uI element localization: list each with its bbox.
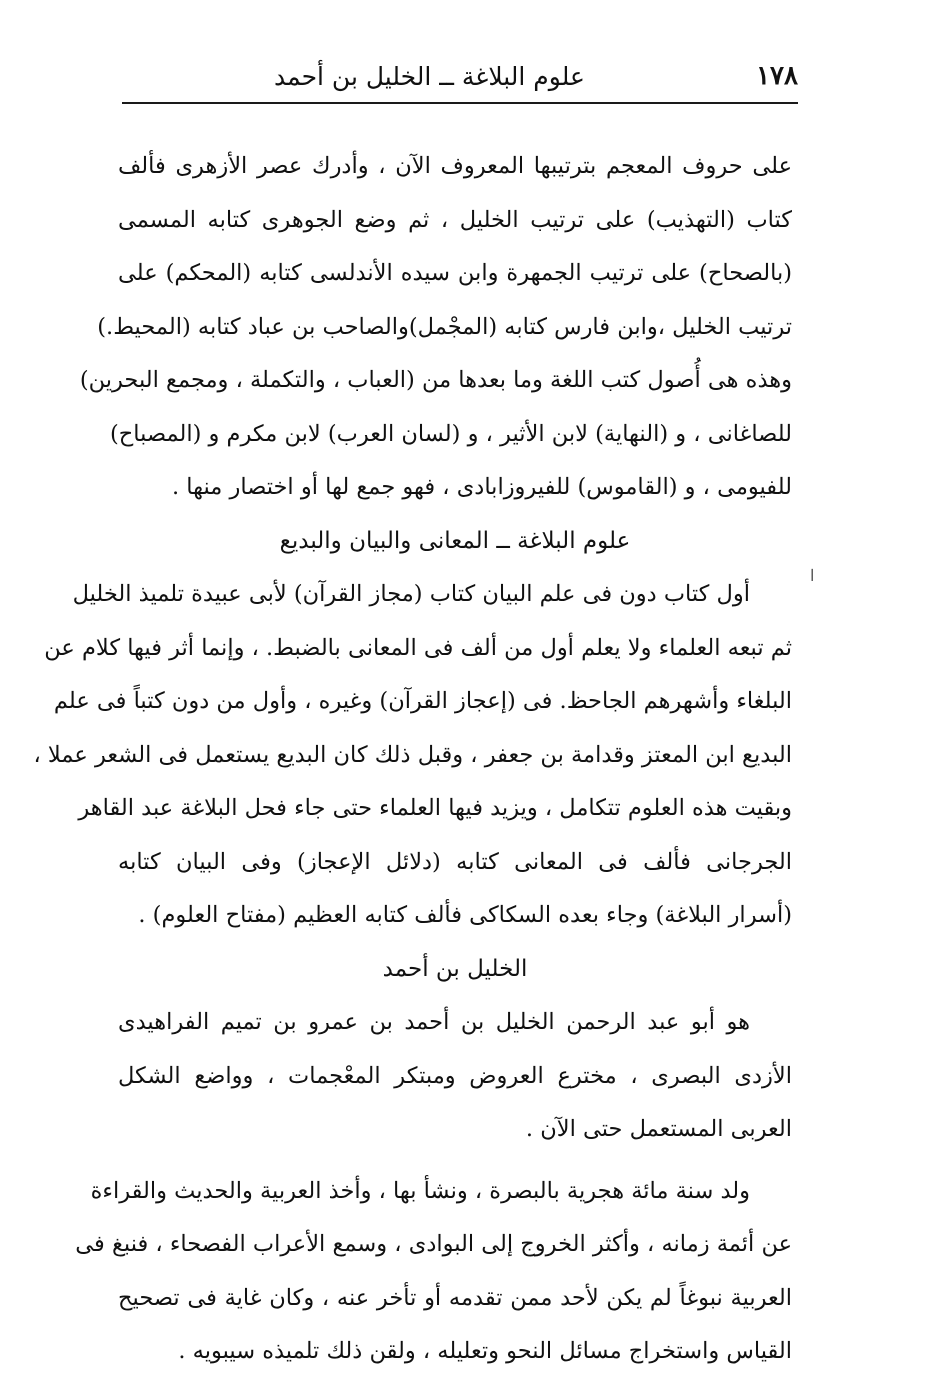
text-line: وبقيت هذه العلوم تتكامل ، ويزيد فيها العلماء حتى جاء فحل البلاغة عبد القاهر <box>78 795 792 821</box>
text-line: البديع ابن المعتز وقدامة بن جعفر ، وقبل ذلك كان البديع يستعمل فى الشعر عملا ، <box>33 741 792 768</box>
text-line: على حروف المعجم بترتيبها المعروف الآن ، وأدرك عصر الأزهرى فألف <box>118 153 792 179</box>
text-line: أول كتاب دون فى علم البيان كتاب (مجاز القرآن) لأبى عبيدة تلميذ الخليل <box>72 581 750 607</box>
paragraph-khalil-life <box>75 1165 792 1379</box>
page-header <box>122 56 798 96</box>
text-line: البلغاء وأشهرهم الجاحظ. فى (إعجاز القرآن) وغيره ، وأول من دون كتباً فى علم <box>53 688 792 714</box>
text-line: هو أبو عبد الرحمن الخليل بن أحمد بن عمرو بن تميم الفراهيدى <box>118 1009 750 1035</box>
text-line: ثم تبعه العلماء ولا يعلم أول من ألف فى المعانى بالضبط. ، وإنما أثر فيها كلام عن <box>44 634 792 661</box>
text-line: العربى المستعمل حتى الآن . <box>525 1116 792 1142</box>
text-line: وهذه هى أُصول كتب اللغة وما بعدها من (العباب ، والتكملة ، ومجمع البحرين) <box>79 367 792 393</box>
text-line: القياس واستخراج مسائل النحو وتعليله ، ولقن ذلك تلميذه سيبويه . <box>178 1338 792 1364</box>
margin-tick-mark: ا <box>810 566 815 585</box>
paragraph-gap <box>118 1157 792 1165</box>
text-line: كتاب (التهذيب) على ترتيب الخليل ، ثم وضع الجوهرى كتابه المسمى <box>118 206 792 233</box>
text-line: العربية نبوغاً لم يكن لأحد ممن تقدمه أو تأخر عنه ، وكان غاية فى تصحيح <box>118 1284 792 1311</box>
text-line: للصاغانى ، و (النهاية) لابن الأثير ، و (لسان العرب) لابن مكرم و (المصباح) <box>110 420 792 447</box>
paragraph-dictionaries <box>79 140 792 515</box>
text-line: الأزدى البصرى ، مخترع العروض ومبتكر المعْجمات ، وواضع الشكل <box>118 1062 792 1089</box>
paragraph-khalil-intro <box>118 996 792 1157</box>
text-line: عن أئمة زمانه ، وأكثر الخروج إلى البوادى ، وسمع الأعراب الفصحاء ، فنبغ فى <box>75 1231 792 1257</box>
text-line: (بالصحاح) على ترتيب الجمهرة وابن سيده الأندلسى كتابه (المحكم) على <box>118 260 792 286</box>
paragraph-rhetoric <box>33 568 792 943</box>
body-text <box>33 140 792 1379</box>
text-line: للفيومى ، و (القاموس) للفيروزابادى ، فهو جمع لها أو اختصار منها . <box>171 474 792 500</box>
section-heading-khalil: الخليل بن أحمد <box>382 955 528 982</box>
running-title: علوم البلاغة ــ الخليل بن أحمد <box>274 61 585 91</box>
text-line: الجرجانى فألف فى المعانى كتابه (دلائل الإعجاز) وفى البيان كتابه <box>118 848 792 875</box>
text-line: (أسرار البلاغة) وجاء بعده السكاكى فألف كتابه العظيم (مفتاح العلوم) . <box>138 902 792 928</box>
page-number: ١٧٨ <box>756 61 798 91</box>
section-heading-rhetoric: علوم البلاغة ــ المعانى والبيان والبديع <box>279 527 631 554</box>
text-line: ولد سنة مائة هجرية بالبصرة ، ونشأ بها ، وأخذ العربية والحديث والقراءة <box>90 1177 750 1204</box>
header-rule <box>122 102 798 104</box>
text-line: ترتيب الخليل ،وابن فارس كتابه (المجْمل)والصاحب بن عباد كتابه (المحيط.) <box>97 313 792 340</box>
